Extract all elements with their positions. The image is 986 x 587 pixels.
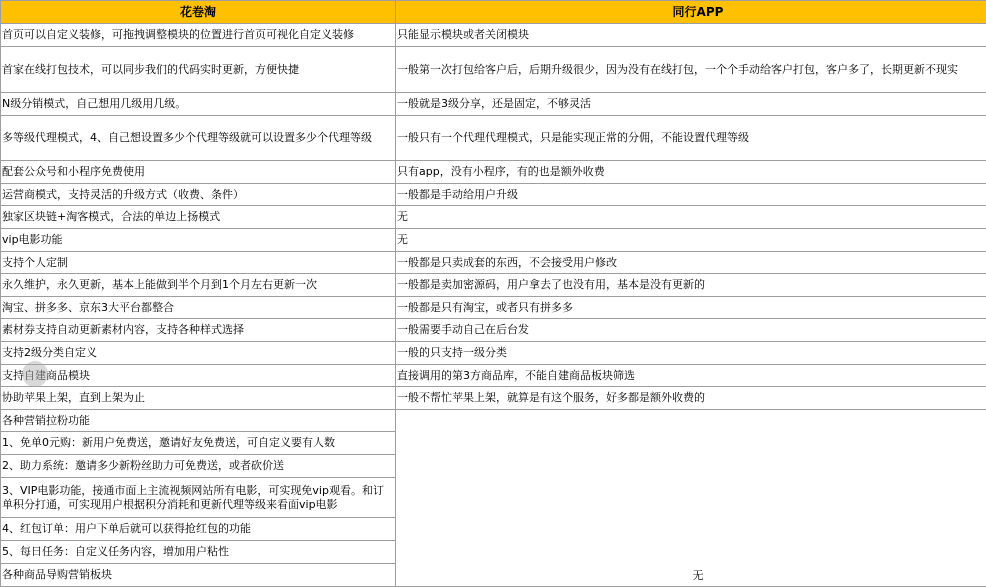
- cell-left[interactable]: 3、VIP电影功能，接通市面上主流视频网站所有电影，可实现免vip观看。和订单积分打通，可实现用户根据积分消耗和更新代理等级来看面vip电影: [1, 478, 396, 518]
- cell-left[interactable]: 多等级代理模式，4、自己想设置多少个代理等级就可以设置多少个代理等级: [1, 116, 396, 161]
- cell-left[interactable]: 独家区块链+淘客模式，合法的单边上扬模式: [1, 206, 396, 229]
- cell-right[interactable]: 一般第一次打包给客户后，后期升级很少，因为没有在线打包，一个个手动给客户打包，客户多了，长期更新不现实: [396, 47, 986, 93]
- cell-left[interactable]: 首页可以自定义装修，可拖拽调整模块的位置进行首页可视化自定义装修: [1, 24, 396, 47]
- table-row: [1, 387, 986, 410]
- header-row: [1, 1, 986, 24]
- cell-left[interactable]: N级分销模式，自己想用几级用几级。: [1, 93, 396, 116]
- table-row: [1, 297, 986, 319]
- table-row: [1, 229, 986, 252]
- cell-left[interactable]: 协助苹果上架，直到上架为止: [1, 387, 396, 410]
- cell-left[interactable]: 各种营销拉粉功能: [1, 410, 396, 432]
- table-row: [1, 342, 986, 365]
- cell-right[interactable]: 一般不帮忙苹果上架，就算是有这个服务，好多都是额外收费的: [396, 387, 986, 410]
- cell-left[interactable]: 4、红包订单：用户下单后就可以获得抢红包的功能: [1, 518, 396, 541]
- cell-right[interactable]: 一般都是卖加密源码，用户拿去了也没有用，基本是没有更新的: [396, 274, 986, 297]
- table-row: [1, 410, 986, 432]
- cell-right[interactable]: 无: [396, 229, 986, 252]
- cell-left[interactable]: 支持2级分类自定义: [1, 342, 396, 365]
- table-row: [1, 93, 986, 116]
- table-row: [1, 274, 986, 297]
- header-cell-huajuantao[interactable]: 花卷淘: [1, 1, 396, 24]
- table-row: [1, 252, 986, 274]
- cell-left[interactable]: 淘宝、拼多多、京东3大平台都整合: [1, 297, 396, 319]
- table-row: [1, 161, 986, 184]
- cell-left[interactable]: 各种商品导购营销板块: [1, 564, 396, 587]
- cell-left[interactable]: 永久维护，永久更新，基本上能做到半个月到1个月左右更新一次: [1, 274, 396, 297]
- cell-right-merged[interactable]: 无: [396, 410, 986, 587]
- cell-right[interactable]: 一般只有一个代理代理模式，只是能实现正常的分佣，不能设置代理等级: [396, 116, 986, 161]
- cell-left[interactable]: 配套公众号和小程序免费使用: [1, 161, 396, 184]
- cell-left[interactable]: 5、每日任务：自定义任务内容，增加用户粘性: [1, 541, 396, 564]
- cell-right[interactable]: 只能显示模块或者关闭模块: [396, 24, 986, 47]
- table-row: [1, 365, 986, 387]
- cell-left[interactable]: vip电影功能: [1, 229, 396, 252]
- table-row: [1, 319, 986, 342]
- cell-right[interactable]: 一般的只支持一级分类: [396, 342, 986, 365]
- cell-left[interactable]: 2、助力系统：邀请多少新粉丝助力可免费送，或者砍价送: [1, 455, 396, 478]
- cell-left[interactable]: 素材券支持自动更新素材内容，支持各种样式选择: [1, 319, 396, 342]
- cell-right[interactable]: 一般都是只卖成套的东西，不会接受用户修改: [396, 252, 986, 274]
- cell-left[interactable]: 支持自建商品模块: [1, 365, 396, 387]
- cell-right[interactable]: 只有app，没有小程序，有的也是额外收费: [396, 161, 986, 184]
- cell-right[interactable]: 一般都是手动给用户升级: [396, 184, 986, 206]
- table-row: [1, 47, 986, 93]
- table-row: [1, 116, 986, 161]
- table-row: [1, 206, 986, 229]
- cell-left[interactable]: 运营商模式，支持灵活的升级方式（收费、条件）: [1, 184, 396, 206]
- table-row: [1, 184, 986, 206]
- cell-right[interactable]: 一般就是3级分享，还是固定，不够灵活: [396, 93, 986, 116]
- cell-right[interactable]: 直接调用的第3方商品库，不能自建商品板块筛选: [396, 365, 986, 387]
- table-row: [1, 24, 986, 47]
- mouse-cursor-indicator: [22, 361, 48, 387]
- cell-right[interactable]: 无: [396, 206, 986, 229]
- cell-left[interactable]: 1、免单0元购：新用户免费送，邀请好友免费送，可自定义要有人数: [1, 432, 396, 455]
- cell-left[interactable]: 支持个人定制: [1, 252, 396, 274]
- cell-right[interactable]: 一般都是只有淘宝，或者只有拼多多: [396, 297, 986, 319]
- header-cell-competitor-app[interactable]: 同行APP: [396, 1, 986, 24]
- cell-right[interactable]: 一般需要手动自己在后台发: [396, 319, 986, 342]
- cell-left[interactable]: 首家在线打包技术，可以同步我们的代码实时更新，方便快捷: [1, 47, 396, 93]
